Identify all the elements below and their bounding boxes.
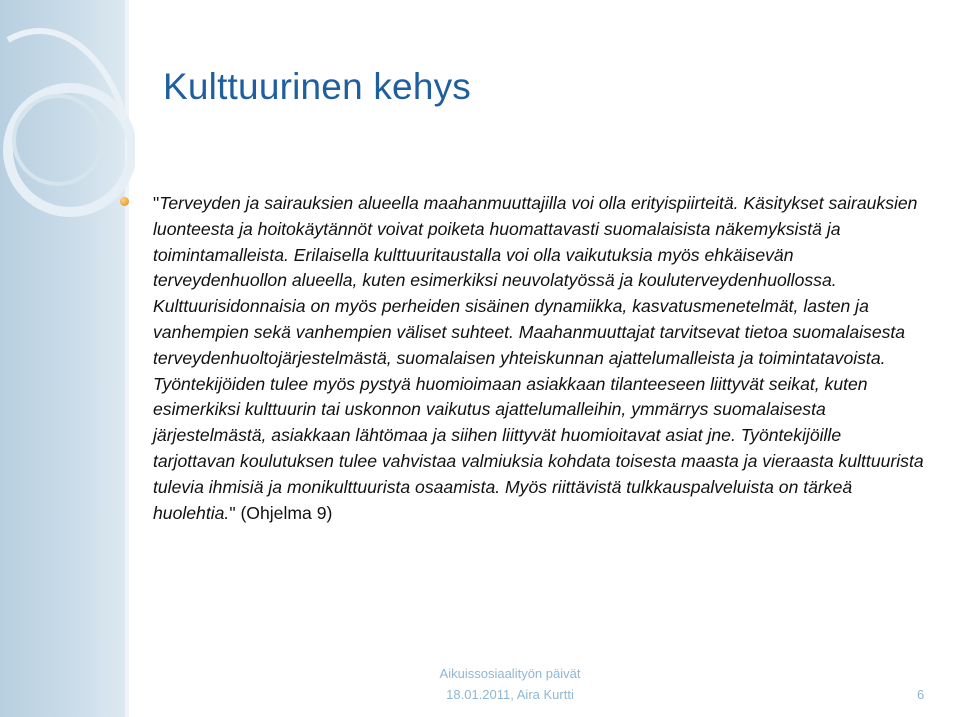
footer-event: Aikuissosiaalityön päivät <box>439 666 581 681</box>
bullet-icon <box>120 197 129 206</box>
slide-title: Kulttuurinen kehys <box>163 66 472 107</box>
slide-body <box>153 191 928 526</box>
footer-date-author: 18.01.2011, Aira Kurtti <box>446 687 574 702</box>
opening-quote: " <box>153 193 160 213</box>
quote-source: " (Ohjelma 9) <box>229 502 333 523</box>
quote-text: Terveyden ja sairauksien alueella maahanmuuttajilla voi olla erityispiirteitä. Käsitykset sairauksien luonteesta ja hoitokäytännöt voivat poiketa huomattavasti suomalaisista näkemyksistä ja toimintamalleista. Erilaisella kulttuuritaustalla voi olla vaikutuksia myös ehkäisevän terveydenhuollon alueella, kuten esimerkiksi neuvolatyössä ja kouluterveydenhuollossa. Kulttuurisidonnaisia on myös perheiden sisäinen dynamiikka, kasvatusmenetelmät, lasten ja vanhempien sekä vanhempien väliset suhteet. Maahanmuuttajat tarvitsevat tietoa suomalaisesta terveydenhuoltojärjestelmästä, suomalaisen yhteiskunnan ajattelumalleista ja toimintatavoista. Työntekijöiden tulee myös pystyä huomioimaan asiakkaan tilanteeseen liittyvät seikat, kuten esimerkiksi kulttuurin tai uskonnon vaikutus ajattelumalleihin, ymmärrys suomalaisesta järjestelmästä, asiakkaan lähtömaa ja siihen liittyvät huomioitavat asiat jne. Työntekijöille tarjottavan koulutuksen tulee vahvistaa valmiuksia kohdata toisesta maasta ja vieraasta kulttuurista tulevia ihmisiä ja monikulttuurista osaamista. Myös riittävistä tulkkauspalveluista on tärkeä huolehtia. <box>153 193 924 523</box>
decorative-swirl <box>0 0 135 260</box>
page-number: 6 <box>917 687 925 702</box>
